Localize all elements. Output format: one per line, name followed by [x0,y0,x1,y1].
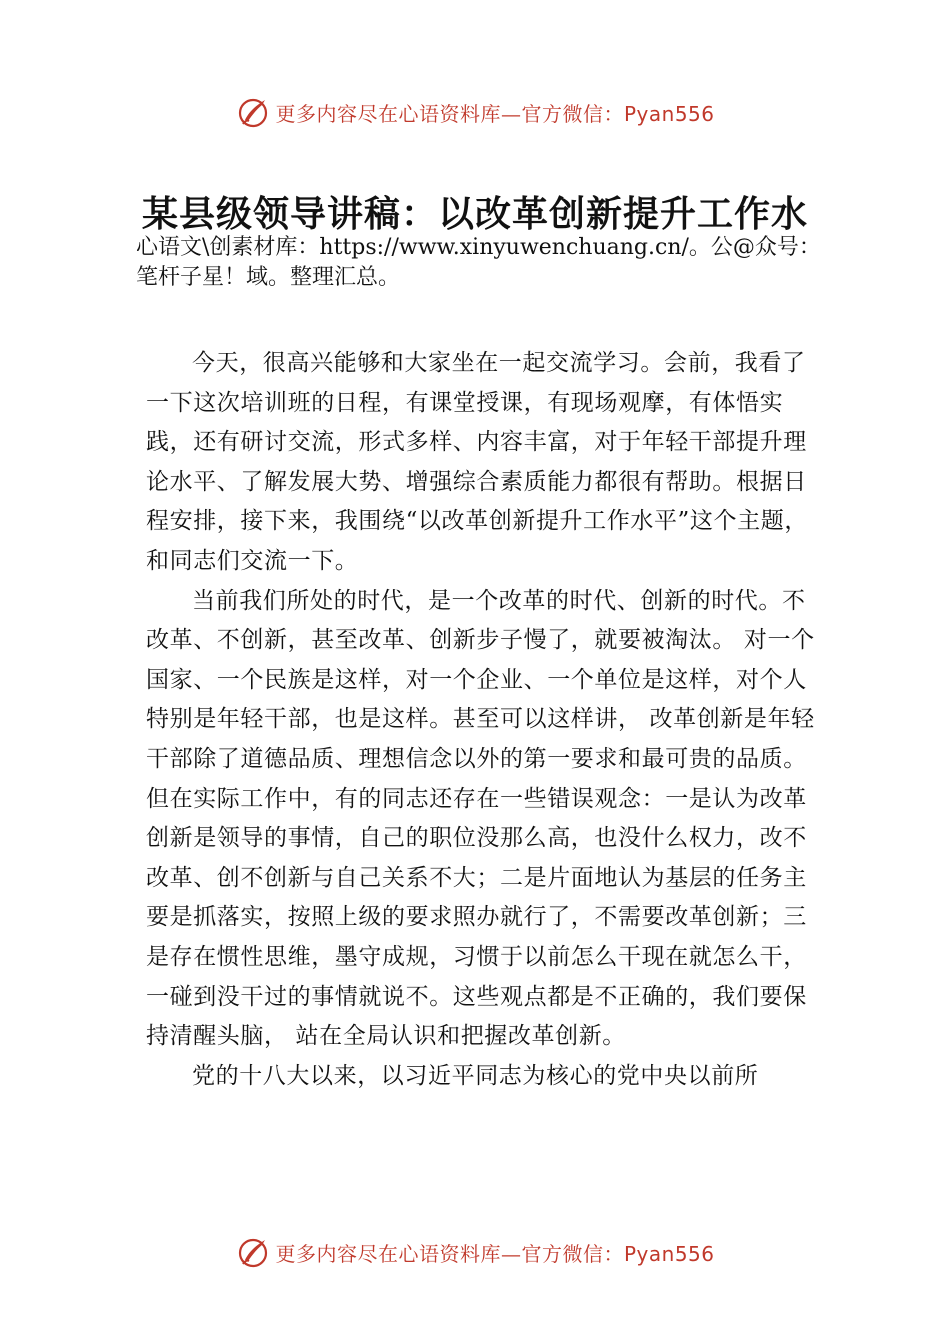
document-body [146,344,816,1096]
brush-logo-icon [235,94,271,130]
paragraph: 当前我们所处的时代，是一个改革的时代、创新的时代。不改革、不创新，甚至改革、创新步子慢了，就要被淘汰。 对一个国家、一个民族是这样，对一个企业、一个单位是这样，对个人特别是年轻干部，也是这样。甚至可以这样讲， 改革创新是年轻干部除了道德品质、理想信念以外的第一要求和最可贵的品质。但在实际工作中，有的同志还存在一些错误观念：一是认为改革创新是领导的事情，自己的职位没那么高，也没什么权力，改不改革、创不创新与自己关系不大；二是片面地认为基层的任务主要是抓落实，按照上级的要求照办就行了，不需要改革创新；三是存在惯性思维，墨守成规，习惯于以前怎么干现在就怎么干，一碰到没干过的事情就说不。这些观点都是不正确的，我们要保持清醒头脑， 站在全局认识和把握改革创新。 [146,587,815,1050]
banner-label: 更多内容尽在心语资料库—官方微信： [275,101,624,126]
paragraph: 党的十八大以来，以习近平同志为核心的党中央以前所 [192,1062,759,1089]
paragraph: 今天，很高兴能够和大家坐在一起交流学习。会前，我看了一下这次培训班的日程，有课堂授课，有现场观摩，有体悟实践，还有研讨交流，形式多样、内容丰富，对于年轻干部提升理论水平、了解发展大势、增强综合素质能力都很有帮助。根据日程安排，接下来，我围绕“以改革创新提升工作水平”这个主题，和同志们交流一下。 [146,350,808,574]
wechat-id: Pyan556 [623,101,715,126]
brush-logo-icon [235,1234,271,1270]
banner-label: 更多内容尽在心语资料库—官方微信： [275,1241,624,1266]
document-title: 某县级领导讲稿：以改革创新提升工作水 [141,193,808,235]
source-note: 心语文\创素材库：https://www.xinyuwenchuang.cn/。公@众号：笔杆子星！域。整理汇总。 [136,235,821,290]
footer-banner [0,1232,950,1272]
banner-text [275,1238,714,1267]
banner-text [275,98,714,127]
header-banner [0,92,950,132]
wechat-id: Pyan556 [623,1241,715,1266]
